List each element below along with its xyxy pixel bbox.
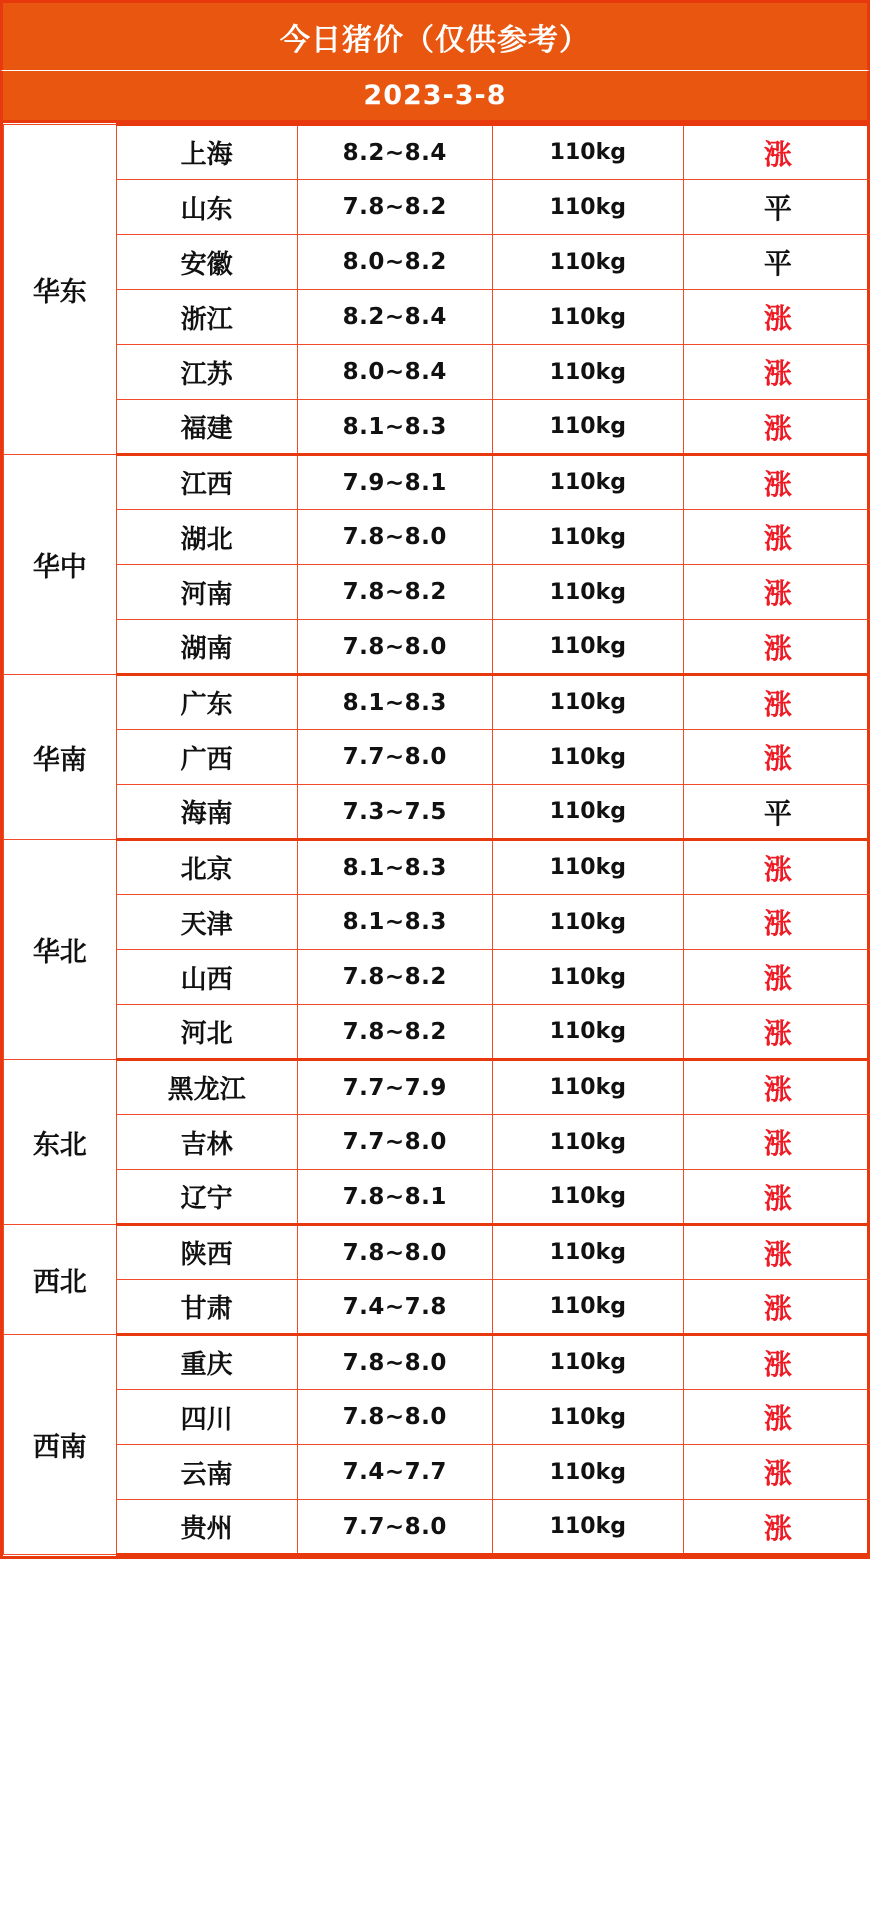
trend-cell: [683, 125, 870, 180]
price-cell: 7.8~8.0: [297, 1335, 492, 1390]
province-cell: 安徽: [116, 235, 297, 290]
table-row: [4, 1390, 870, 1445]
province-cell: 海南: [116, 785, 297, 840]
province-cell: 湖北: [116, 510, 297, 565]
province-cell: 云南: [116, 1445, 297, 1500]
province-cell: 山东: [116, 180, 297, 235]
table-row: [4, 1225, 870, 1280]
table-row: [4, 1280, 870, 1335]
trend-cell: [683, 1060, 870, 1115]
trend-text: 涨: [763, 1347, 792, 1381]
trend-text: 平: [763, 796, 792, 830]
weight-cell: 110kg: [492, 785, 683, 840]
price-cell: 7.8~8.2: [297, 565, 492, 620]
trend-text: 涨: [763, 137, 792, 171]
table-row: [4, 1060, 870, 1115]
weight-cell: 110kg: [492, 180, 683, 235]
price-cell: 8.1~8.3: [297, 895, 492, 950]
table-row: [4, 620, 870, 675]
weight-cell: 110kg: [492, 1115, 683, 1170]
trend-text: 涨: [763, 1511, 792, 1545]
weight-cell: 110kg: [492, 730, 683, 785]
trend-cell: [683, 290, 870, 345]
province-cell: 辽宁: [116, 1170, 297, 1225]
weight-cell: 110kg: [492, 1005, 683, 1060]
trend-cell: [683, 1005, 870, 1060]
trend-cell: [683, 180, 870, 235]
price-cell: 7.8~8.0: [297, 1225, 492, 1280]
trend-text: 涨: [763, 411, 792, 445]
region-cell: 华东: [4, 125, 117, 455]
price-cell: 7.8~8.2: [297, 950, 492, 1005]
trend-text: 涨: [763, 1237, 792, 1271]
table-row: [4, 1500, 870, 1555]
region-cell: 东北: [4, 1060, 117, 1225]
province-cell: 重庆: [116, 1335, 297, 1390]
trend-text: 涨: [763, 577, 792, 610]
price-cell: 8.0~8.2: [297, 235, 492, 290]
trend-cell: [683, 785, 870, 840]
trend-text: 涨: [763, 302, 792, 335]
date-label: 2023-3-8: [0, 71, 870, 123]
trend-text: 涨: [763, 1402, 792, 1435]
table-row: [4, 235, 870, 290]
trend-text: 涨: [763, 1127, 792, 1160]
weight-cell: 110kg: [492, 1390, 683, 1445]
trend-text: 涨: [763, 522, 792, 555]
weight-cell: 110kg: [492, 620, 683, 675]
price-cell: 7.7~7.9: [297, 1060, 492, 1115]
table-row: [4, 840, 870, 895]
trend-cell: [683, 1225, 870, 1280]
province-cell: 广西: [116, 730, 297, 785]
weight-cell: 110kg: [492, 400, 683, 455]
weight-cell: 110kg: [492, 345, 683, 400]
trend-cell: [683, 840, 870, 895]
weight-cell: 110kg: [492, 235, 683, 290]
trend-text: 涨: [763, 1072, 792, 1106]
trend-text: 涨: [763, 631, 792, 665]
trend-cell: [683, 400, 870, 455]
table-row: [4, 730, 870, 785]
province-cell: 陕西: [116, 1225, 297, 1280]
weight-cell: 110kg: [492, 675, 683, 730]
trend-text: 涨: [763, 962, 792, 995]
price-cell: 7.8~8.1: [297, 1170, 492, 1225]
price-cell: 7.7~8.0: [297, 1115, 492, 1170]
trend-cell: [683, 235, 870, 290]
table-row: [4, 895, 870, 950]
province-cell: 江苏: [116, 345, 297, 400]
weight-cell: 110kg: [492, 1060, 683, 1115]
trend-text: 涨: [763, 1457, 792, 1490]
price-cell: 8.1~8.3: [297, 840, 492, 895]
table-row: [4, 180, 870, 235]
province-cell: 吉林: [116, 1115, 297, 1170]
province-cell: 甘肃: [116, 1280, 297, 1335]
price-cell: 7.8~8.0: [297, 620, 492, 675]
trend-cell: [683, 510, 870, 565]
price-cell: 7.7~8.0: [297, 1500, 492, 1555]
table-body: [4, 125, 870, 1555]
trend-cell: [683, 345, 870, 400]
trend-text: 涨: [763, 1016, 792, 1050]
trend-cell: [683, 1390, 870, 1445]
trend-cell: [683, 1445, 870, 1500]
table-row: [4, 345, 870, 400]
table-row: [4, 675, 870, 730]
price-cell: 8.2~8.4: [297, 125, 492, 180]
region-cell: 华南: [4, 675, 117, 840]
price-cell: 7.7~8.0: [297, 730, 492, 785]
trend-text: 涨: [763, 1181, 792, 1215]
trend-text: 涨: [763, 1291, 792, 1325]
weight-cell: 110kg: [492, 510, 683, 565]
province-cell: 湖南: [116, 620, 297, 675]
weight-cell: 110kg: [492, 565, 683, 620]
table-row: [4, 1170, 870, 1225]
price-cell: 7.9~8.1: [297, 455, 492, 510]
table-row: [4, 785, 870, 840]
province-cell: 浙江: [116, 290, 297, 345]
trend-text: 涨: [763, 742, 792, 775]
trend-cell: [683, 730, 870, 785]
table-row: [4, 950, 870, 1005]
province-cell: 上海: [116, 125, 297, 180]
table-row: [4, 1445, 870, 1500]
table-row: [4, 565, 870, 620]
trend-cell: [683, 1115, 870, 1170]
trend-cell: [683, 895, 870, 950]
weight-cell: 110kg: [492, 125, 683, 180]
table-row: [4, 1005, 870, 1060]
trend-cell: [683, 620, 870, 675]
weight-cell: 110kg: [492, 895, 683, 950]
table-row: [4, 125, 870, 180]
table-row: [4, 1115, 870, 1170]
weight-cell: 110kg: [492, 1225, 683, 1280]
weight-cell: 110kg: [492, 950, 683, 1005]
trend-text: 平: [763, 247, 792, 280]
weight-cell: 110kg: [492, 1170, 683, 1225]
price-cell: 7.8~8.2: [297, 1005, 492, 1060]
trend-cell: [683, 1500, 870, 1555]
trend-cell: [683, 565, 870, 620]
price-cell: 7.8~8.0: [297, 510, 492, 565]
pig-price-table: [3, 123, 870, 1556]
table-row: [4, 400, 870, 455]
province-cell: 天津: [116, 895, 297, 950]
price-cell: 8.2~8.4: [297, 290, 492, 345]
trend-cell: [683, 1280, 870, 1335]
table-row: [4, 510, 870, 565]
trend-cell: [683, 950, 870, 1005]
trend-cell: [683, 1335, 870, 1390]
trend-text: 涨: [763, 687, 792, 721]
page-title: 今日猪价（仅供参考）: [0, 0, 870, 71]
weight-cell: 110kg: [492, 290, 683, 345]
trend-cell: [683, 675, 870, 730]
province-cell: 福建: [116, 400, 297, 455]
price-cell: 7.4~7.7: [297, 1445, 492, 1500]
province-cell: 四川: [116, 1390, 297, 1445]
price-cell: 7.4~7.8: [297, 1280, 492, 1335]
province-cell: 贵州: [116, 1500, 297, 1555]
province-cell: 黑龙江: [116, 1060, 297, 1115]
price-cell: 8.1~8.3: [297, 675, 492, 730]
trend-text: 涨: [763, 357, 792, 390]
weight-cell: 110kg: [492, 1335, 683, 1390]
region-cell: 西北: [4, 1225, 117, 1335]
province-cell: 北京: [116, 840, 297, 895]
trend-text: 平: [763, 192, 792, 225]
province-cell: 山西: [116, 950, 297, 1005]
weight-cell: 110kg: [492, 1445, 683, 1500]
table-row: [4, 455, 870, 510]
price-cell: 8.0~8.4: [297, 345, 492, 400]
trend-cell: [683, 455, 870, 510]
province-cell: 河北: [116, 1005, 297, 1060]
trend-text: 涨: [763, 852, 792, 886]
price-table-container: [0, 123, 870, 1559]
region-cell: 西南: [4, 1335, 117, 1555]
table-row: [4, 290, 870, 345]
weight-cell: 110kg: [492, 1500, 683, 1555]
weight-cell: 110kg: [492, 455, 683, 510]
province-cell: 河南: [116, 565, 297, 620]
trend-text: 涨: [763, 467, 792, 501]
weight-cell: 110kg: [492, 840, 683, 895]
weight-cell: 110kg: [492, 1280, 683, 1335]
price-cell: 7.8~8.0: [297, 1390, 492, 1445]
region-cell: 华北: [4, 840, 117, 1060]
trend-text: 涨: [763, 907, 792, 940]
region-cell: 华中: [4, 455, 117, 675]
table-row: [4, 1335, 870, 1390]
province-cell: 广东: [116, 675, 297, 730]
trend-cell: [683, 1170, 870, 1225]
province-cell: 江西: [116, 455, 297, 510]
price-cell: 7.8~8.2: [297, 180, 492, 235]
price-cell: 8.1~8.3: [297, 400, 492, 455]
price-cell: 7.3~7.5: [297, 785, 492, 840]
